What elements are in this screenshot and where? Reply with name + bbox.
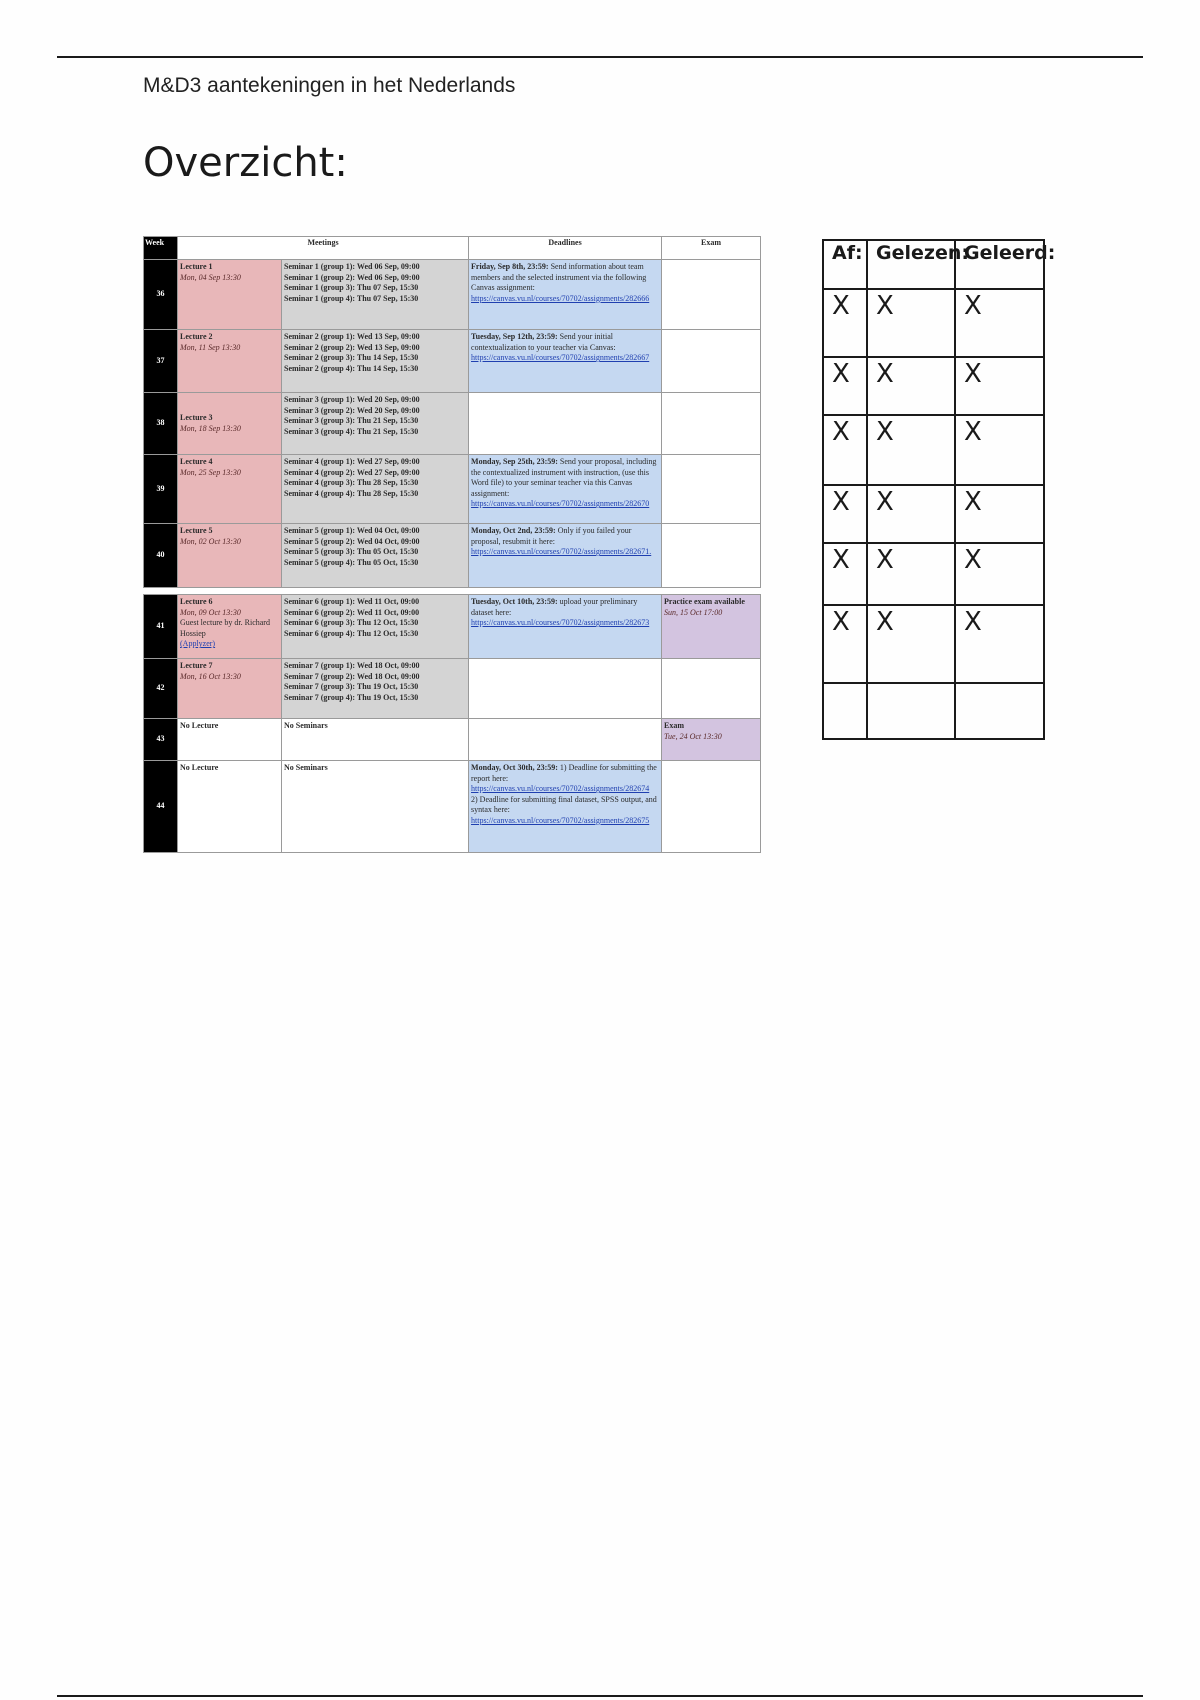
deadline-date: Monday, Oct 30th, 23:59: bbox=[471, 763, 558, 772]
seminar-line: Seminar 6 (group 2): Wed 11 Oct, 09:00 bbox=[284, 607, 420, 617]
seminar-line: Seminar 7 (group 1): Wed 18 Oct, 09:00 bbox=[284, 661, 420, 670]
lecture-line: Mon, 04 Sep 13:30 bbox=[180, 272, 241, 282]
seminar-line: Seminar 4 (group 4): Thu 28 Sep, 15:30 bbox=[284, 488, 419, 498]
meetings-header: Meetings bbox=[178, 237, 469, 260]
checklist-cell: X bbox=[823, 357, 867, 415]
checklist-row bbox=[823, 543, 1044, 605]
deadline-text: 2) Deadline for submitting final dataset, SPSS output, and syntax here: bbox=[471, 794, 657, 815]
lecture-cell bbox=[178, 330, 282, 393]
exam-cell bbox=[662, 455, 761, 524]
seminar-line: Seminar 1 (group 2): Wed 06 Sep, 09:00 bbox=[284, 272, 420, 282]
meetings-cell bbox=[282, 659, 469, 719]
deadline-text: 1) Deadline for submitting the report here: bbox=[471, 763, 657, 783]
seminar-line: Seminar 3 (group 2): Wed 20 Sep, 09:00 bbox=[284, 405, 420, 415]
seminar-line: Seminar 1 (group 4): Thu 07 Sep, 15:30 bbox=[284, 293, 419, 303]
deadline-cell bbox=[469, 393, 662, 455]
schedule-image bbox=[143, 236, 760, 852]
seminar-line: Seminar 4 (group 2): Wed 27 Sep, 09:00 bbox=[284, 467, 420, 477]
checklist-cell: X bbox=[955, 543, 1044, 605]
lecture-cell bbox=[178, 393, 282, 455]
page-title: Overzicht: bbox=[143, 140, 348, 186]
seminar-line: No Seminars bbox=[284, 721, 328, 730]
seminar-line: Seminar 7 (group 2): Wed 18 Oct, 09:00 bbox=[284, 671, 420, 681]
seminar-line: Seminar 5 (group 2): Wed 04 Oct, 09:00 bbox=[284, 536, 420, 546]
deadline-link: https://canvas.vu.nl/courses/70702/assignments/282667 bbox=[471, 353, 650, 363]
exam-header: Exam bbox=[662, 237, 761, 260]
seminar-line: Seminar 7 (group 3): Thu 19 Oct, 15:30 bbox=[284, 682, 419, 692]
schedule-row bbox=[144, 595, 761, 659]
seminar-line: Seminar 2 (group 1): Wed 13 Sep, 09:00 bbox=[284, 332, 420, 341]
week-number: 41 bbox=[144, 595, 178, 659]
checklist-row bbox=[823, 683, 1044, 739]
checklist-cell: X bbox=[823, 543, 867, 605]
lecture-line: Mon, 25 Sep 13:30 bbox=[180, 467, 241, 477]
week-number: 40 bbox=[144, 524, 178, 588]
checklist-cell: X bbox=[867, 543, 955, 605]
lecture-cell bbox=[178, 659, 282, 719]
deadline-cell bbox=[469, 455, 662, 524]
deadline-text: Send your proposal, including the contextualized instrument with instruction, (use this Word file) to your seminar teacher via this Canvas assignment: bbox=[471, 457, 657, 498]
lecture-line: (Applyzer) bbox=[180, 639, 216, 649]
deadline-link: https://canvas.vu.nl/courses/70702/assignments/282666 bbox=[471, 293, 650, 303]
lecture-line: Lecture 1 bbox=[180, 262, 213, 271]
lecture-cell bbox=[178, 719, 282, 761]
lecture-line: No Lecture bbox=[180, 721, 219, 730]
exam-cell bbox=[662, 595, 761, 659]
meetings-cell bbox=[282, 719, 469, 761]
checklist-cell: X bbox=[955, 415, 1044, 485]
checklist-cell: X bbox=[867, 357, 955, 415]
exam-line: Tue, 24 Oct 13:30 bbox=[664, 731, 722, 741]
deadline-date: Friday, Sep 8th, 23:59: bbox=[471, 262, 549, 271]
seminar-line: Seminar 2 (group 3): Thu 14 Sep, 15:30 bbox=[284, 353, 419, 363]
deadline-date: Monday, Oct 2nd, 23:59: bbox=[471, 526, 556, 535]
seminar-line: Seminar 1 (group 1): Wed 06 Sep, 09:00 bbox=[284, 262, 420, 271]
deadline-text: Only if you failed your proposal, resubmit it here: bbox=[471, 526, 632, 546]
checklist-table bbox=[822, 239, 1056, 740]
checklist-cell: X bbox=[955, 289, 1044, 357]
checklist-cell: X bbox=[867, 415, 955, 485]
deadline-cell bbox=[469, 761, 662, 853]
deadline-cell bbox=[469, 330, 662, 393]
gelezen-header: Gelezen: bbox=[867, 240, 955, 289]
schedule-row bbox=[144, 455, 761, 524]
geleerd-header: Geleerd: bbox=[955, 240, 1044, 289]
checklist-cell: X bbox=[823, 605, 867, 683]
deadline-link: https://canvas.vu.nl/courses/70702/assignments/282670 bbox=[471, 499, 650, 509]
deadline-cell bbox=[469, 719, 662, 761]
schedule-row bbox=[144, 719, 761, 761]
lecture-line: Lecture 4 bbox=[180, 457, 213, 466]
schedule-row bbox=[144, 393, 761, 455]
seminar-line: No Seminars bbox=[284, 763, 328, 772]
deadline-link: https://canvas.vu.nl/courses/70702/assignments/282673 bbox=[471, 618, 650, 628]
checklist-cell bbox=[867, 683, 955, 739]
deadline-text: Send your initial contextualization to your teacher via Canvas: bbox=[471, 332, 616, 352]
deadline-date: Tuesday, Sep 12th, 23:59: bbox=[471, 332, 558, 341]
seminar-line: Seminar 1 (group 3): Thu 07 Sep, 15:30 bbox=[284, 283, 419, 293]
schedule-row bbox=[144, 659, 761, 719]
deadline-cell bbox=[469, 260, 662, 330]
checklist-cell bbox=[823, 683, 867, 739]
seminar-line: Seminar 5 (group 1): Wed 04 Oct, 09:00 bbox=[284, 526, 420, 535]
exam-cell bbox=[662, 260, 761, 330]
checklist-cell: X bbox=[955, 357, 1044, 415]
deadline-text: Send information about team members and the selected instrument via the following Canvas assignment: bbox=[471, 262, 647, 293]
schedule-row bbox=[144, 260, 761, 330]
schedule-row bbox=[144, 524, 761, 588]
lecture-line: Lecture 3 bbox=[180, 412, 213, 422]
checklist-cell: X bbox=[955, 485, 1044, 543]
exam-cell bbox=[662, 719, 761, 761]
lecture-line: Guest lecture by dr. Richard Hossiep bbox=[180, 618, 270, 638]
seminar-line: Seminar 4 (group 1): Wed 27 Sep, 09:00 bbox=[284, 457, 420, 466]
week-number: 39 bbox=[144, 455, 178, 524]
seminar-line: Seminar 5 (group 4): Thu 05 Oct, 15:30 bbox=[284, 557, 419, 567]
meetings-cell bbox=[282, 393, 469, 455]
af-header: Af: bbox=[823, 240, 867, 289]
week-number: 44 bbox=[144, 761, 178, 853]
lecture-line: Mon, 09 Oct 13:30 bbox=[180, 607, 241, 617]
exam-line: Exam bbox=[664, 721, 685, 730]
deadline-date: Tuesday, Oct 10th, 23:59: bbox=[471, 597, 558, 606]
lecture-line: Mon, 18 Sep 13:30 bbox=[180, 423, 241, 433]
week-number: 38 bbox=[144, 393, 178, 455]
seminar-line: Seminar 3 (group 1): Wed 20 Sep, 09:00 bbox=[284, 395, 420, 404]
deadline-date: Monday, Sep 25th, 23:59: bbox=[471, 457, 558, 466]
deadline-cell bbox=[469, 595, 662, 659]
deadline-link: https://canvas.vu.nl/courses/70702/assignments/282674 bbox=[471, 784, 650, 794]
footer-rule bbox=[57, 1695, 1143, 1697]
checklist-cell: X bbox=[823, 485, 867, 543]
deadlines-header: Deadlines bbox=[469, 237, 662, 260]
meetings-cell bbox=[282, 595, 469, 659]
exam-cell bbox=[662, 659, 761, 719]
checklist-row bbox=[823, 485, 1044, 543]
document-header: M&D3 aantekeningen in het Nederlands bbox=[143, 74, 516, 97]
checklist-row bbox=[823, 357, 1044, 415]
seminar-line: Seminar 5 (group 3): Thu 05 Oct, 15:30 bbox=[284, 547, 419, 557]
meetings-cell bbox=[282, 330, 469, 393]
week-header: Week bbox=[144, 237, 178, 260]
checklist-body bbox=[823, 289, 1044, 739]
checklist-cell: X bbox=[823, 415, 867, 485]
week-number: 43 bbox=[144, 719, 178, 761]
checklist-cell: X bbox=[867, 289, 955, 357]
meetings-cell bbox=[282, 260, 469, 330]
lecture-cell bbox=[178, 524, 282, 588]
lecture-line: Mon, 11 Sep 13:30 bbox=[180, 342, 241, 352]
lecture-line: Lecture 5 bbox=[180, 526, 213, 535]
seminar-line: Seminar 3 (group 4): Thu 21 Sep, 15:30 bbox=[284, 426, 419, 436]
deadline-cell bbox=[469, 659, 662, 719]
section-gap bbox=[144, 588, 761, 595]
deadline-text: upload your preliminary dataset here: bbox=[471, 597, 638, 617]
schedule-row bbox=[144, 761, 761, 853]
deadline-link: https://canvas.vu.nl/courses/70702/assignments/282675 bbox=[471, 815, 650, 825]
exam-cell bbox=[662, 761, 761, 853]
checklist-row bbox=[823, 289, 1044, 357]
seminar-line: Seminar 6 (group 1): Wed 11 Oct, 09:00 bbox=[284, 597, 420, 606]
lecture-line: Lecture 6 bbox=[180, 597, 213, 606]
seminar-line: Seminar 6 (group 4): Thu 12 Oct, 15:30 bbox=[284, 628, 419, 638]
seminar-line: Seminar 2 (group 4): Thu 14 Sep, 15:30 bbox=[284, 363, 419, 373]
lecture-line: Mon, 02 Oct 13:30 bbox=[180, 536, 241, 546]
seminar-line: Seminar 7 (group 4): Thu 19 Oct, 15:30 bbox=[284, 692, 419, 702]
checklist-cell: X bbox=[867, 485, 955, 543]
lecture-cell bbox=[178, 455, 282, 524]
deadline-cell bbox=[469, 524, 662, 588]
header-rule bbox=[57, 56, 1143, 58]
lecture-cell bbox=[178, 761, 282, 853]
checklist-row bbox=[823, 605, 1044, 683]
week-number: 42 bbox=[144, 659, 178, 719]
exam-cell bbox=[662, 524, 761, 588]
seminar-line: Seminar 2 (group 2): Wed 13 Sep, 09:00 bbox=[284, 342, 420, 352]
week-number: 37 bbox=[144, 330, 178, 393]
checklist-cell bbox=[955, 683, 1044, 739]
exam-line: Sun, 15 Oct 17:00 bbox=[664, 607, 723, 617]
schedule-header-row bbox=[144, 237, 761, 260]
seminar-line: Seminar 4 (group 3): Thu 28 Sep, 15:30 bbox=[284, 478, 419, 488]
lecture-line: No Lecture bbox=[180, 763, 219, 772]
lecture-cell bbox=[178, 595, 282, 659]
meetings-cell bbox=[282, 761, 469, 853]
lecture-line: Mon, 16 Oct 13:30 bbox=[180, 671, 241, 681]
exam-line: Practice exam available bbox=[664, 597, 745, 606]
checklist-header-row bbox=[823, 240, 1044, 289]
checklist-row bbox=[823, 415, 1044, 485]
seminar-line: Seminar 3 (group 3): Thu 21 Sep, 15:30 bbox=[284, 416, 419, 426]
checklist-cell: X bbox=[823, 289, 867, 357]
schedule-row bbox=[144, 330, 761, 393]
meetings-cell bbox=[282, 455, 469, 524]
checklist-cell: X bbox=[955, 605, 1044, 683]
meetings-cell bbox=[282, 524, 469, 588]
seminar-line: Seminar 6 (group 3): Thu 12 Oct, 15:30 bbox=[284, 618, 419, 628]
exam-cell bbox=[662, 393, 761, 455]
schedule-body bbox=[144, 260, 761, 853]
lecture-cell bbox=[178, 260, 282, 330]
exam-cell bbox=[662, 330, 761, 393]
week-number: 36 bbox=[144, 260, 178, 330]
deadline-link: https://canvas.vu.nl/courses/70702/assignments/282671. bbox=[471, 547, 652, 557]
lecture-line: Lecture 2 bbox=[180, 332, 213, 341]
lecture-line: Lecture 7 bbox=[180, 661, 213, 670]
checklist-cell: X bbox=[867, 605, 955, 683]
